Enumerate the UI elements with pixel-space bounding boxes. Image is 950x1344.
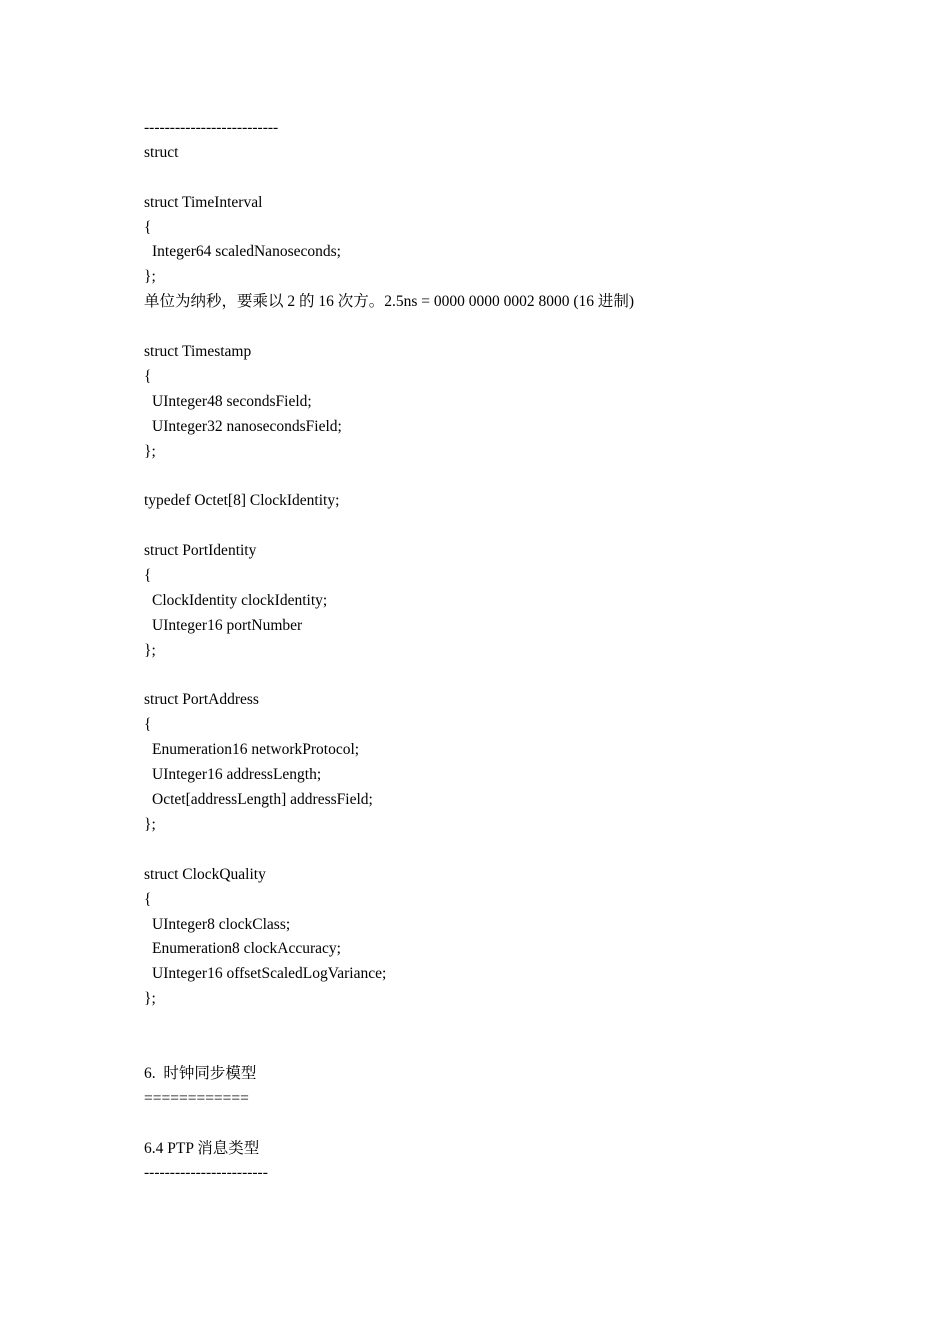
section-rule-top: -------------------------- [144,119,279,136]
field-clock-accuracy: Enumeration8 clockAccuracy; [152,940,341,958]
blank-line [144,664,904,689]
field-network-protocol: Enumeration16 networkProtocol; [152,741,360,759]
open-brace: { [144,367,152,385]
open-brace: { [144,567,152,585]
open-brace: { [144,218,152,236]
field-address-length: UInteger16 addressLength; [152,766,322,784]
open-brace: { [144,890,152,908]
blank-line [144,166,904,191]
section-6-4-heading: 6.4 PTP 消息类型 [144,1139,260,1157]
struct-portaddress-decl: struct PortAddress [144,691,259,709]
section-6-heading: 6. 时钟同步模型 [144,1064,257,1082]
struct-timeinterval-decl: struct TimeInterval [144,193,263,211]
field-offset-scaled-log-variance: UInteger16 offsetScaledLogVariance; [152,965,387,983]
field-scaled-nanoseconds: Integer64 scaledNanoseconds; [152,243,341,261]
struct-portidentity-decl: struct PortIdentity [144,542,257,560]
close-brace: }; [144,442,156,460]
field-nanoseconds: UInteger32 nanosecondsField; [152,417,342,435]
timeinterval-note: 单位为纳秒，要乘以 2 的 16 次方。2.5ns = 0000 0000 0002 8000 (16 进制) [144,293,635,311]
field-port-number: UInteger16 portNumber [152,616,303,634]
blank-line [144,315,904,340]
close-brace: }; [144,641,156,659]
blank-line [144,838,904,863]
heading-struct: struct [144,143,179,161]
blank-line [144,1037,904,1062]
document-body [144,116,904,1186]
blank-line [144,464,904,489]
blank-line [144,514,904,539]
blank-line [144,1012,904,1037]
section-6-4-underline: ------------------------ [144,1164,268,1182]
field-address-field: Octet[addressLength] addressField; [152,791,373,809]
close-brace: }; [144,268,156,286]
open-brace: { [144,716,152,734]
struct-clockquality-decl: struct ClockQuality [144,865,266,883]
typedef-clock-identity: typedef Octet[8] ClockIdentity; [144,492,340,510]
blank-line [144,1112,904,1137]
close-brace: }; [144,990,156,1008]
close-brace: }; [144,815,156,833]
field-clock-identity: ClockIdentity clockIdentity; [152,591,328,609]
struct-timestamp-decl: struct Timestamp [144,343,252,361]
field-seconds: UInteger48 secondsField; [152,392,312,410]
field-clock-class: UInteger8 clockClass; [152,915,291,933]
section-6-underline: ============ [144,1089,249,1107]
